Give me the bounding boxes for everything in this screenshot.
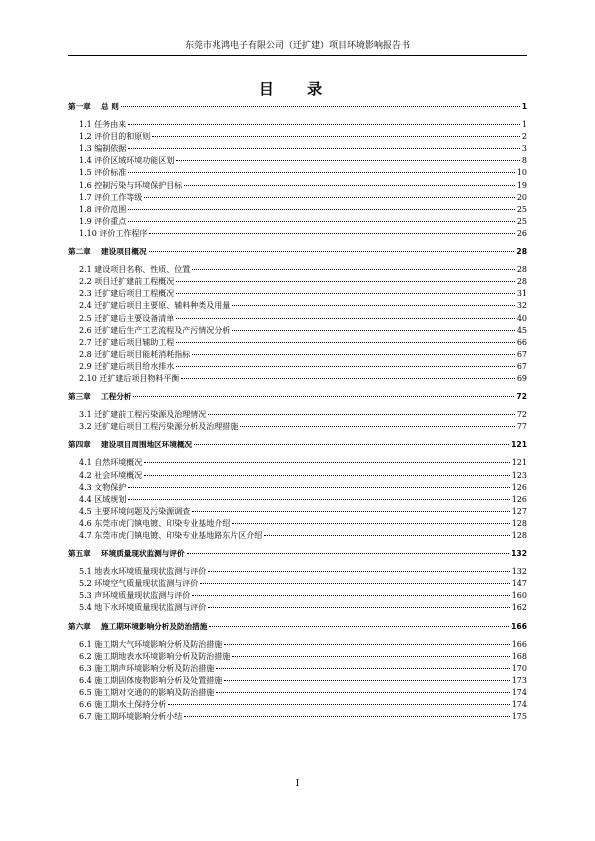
toc-entry-label: 1.3 编制依据: [79, 144, 127, 154]
toc-entry-page: 26: [516, 228, 527, 238]
toc-entry-label: 1.5 评价标准: [79, 168, 127, 178]
toc-dot-leader: [144, 197, 515, 198]
toc-section-entry[interactable]: [68, 421, 527, 433]
toc-chapter-entry[interactable]: [68, 101, 527, 113]
toc-dot-leader: [192, 511, 509, 512]
toc-entry-page: 3: [521, 144, 527, 154]
toc-dot-leader: [152, 136, 520, 137]
toc-section-entry[interactable]: [68, 313, 527, 325]
toc-entry-label: 2.8 迁扩建后项目能耗消耗指标: [79, 349, 191, 359]
header-text: 东莞市兆鸿电子有限公司（迁扩建）项目环境影响报告书: [184, 41, 410, 51]
toc-dot-leader: [176, 160, 520, 161]
toc-section-entry[interactable]: [68, 155, 527, 167]
toc-section-entry[interactable]: [68, 409, 527, 421]
toc-entry-label: 4.3 文物保护: [79, 482, 127, 492]
page-title: 目 录: [258, 80, 337, 98]
toc-entry-label: 5.2 环境空气质量现状监测与评价: [79, 579, 199, 589]
toc-dot-leader: [128, 124, 520, 125]
toc-entry-page: 174: [511, 688, 527, 698]
toc-section-entry[interactable]: [68, 288, 527, 300]
toc-entry-label: 6.1 施工期大气环境影响分析及防治措施: [79, 639, 223, 649]
toc-entry-label: 1.10 评价工作程序: [79, 228, 148, 238]
toc-section-entry[interactable]: [68, 131, 527, 143]
toc-entry-page: 31: [516, 289, 527, 299]
toc-entry-label: 4.2 社会环境概况: [79, 470, 143, 480]
toc-entry-label: 5.1 地表水环境质量现状监测与评价: [79, 567, 207, 577]
toc-dot-leader: [187, 553, 510, 554]
toc-section-entry[interactable]: [68, 373, 527, 385]
toc-entry-label: 2.5 迁扩建后主要设备清单: [79, 313, 175, 323]
toc-dot-leader: [184, 185, 515, 186]
toc-entry-label: 1.1 任务由来: [79, 120, 127, 130]
toc-dot-leader: [240, 426, 515, 427]
toc-dot-leader: [216, 692, 509, 693]
toc-section-entry[interactable]: [68, 276, 527, 288]
toc-section-entry[interactable]: [68, 119, 527, 131]
page-footer: [0, 779, 595, 789]
toc-dot-leader: [232, 523, 509, 524]
toc-entry-page: 67: [516, 361, 527, 371]
toc-dot-leader: [208, 571, 509, 572]
toc-section-entry[interactable]: [68, 530, 527, 542]
page-number: I: [295, 779, 300, 789]
toc-dot-leader: [192, 269, 515, 270]
toc-dot-leader: [232, 305, 515, 306]
toc-entry-page: 132: [511, 549, 527, 559]
toc-entry-page: 28: [516, 277, 527, 287]
toc-dot-leader: [208, 607, 509, 608]
toc-entry-page: 40: [516, 313, 527, 323]
toc-dot-leader: [184, 716, 509, 717]
toc-entry-label: 第六章 施工期环境影响分析及防治措施: [68, 621, 208, 631]
toc-entry-page: 121: [511, 440, 527, 450]
page-header: [68, 40, 527, 56]
toc-dot-leader: [181, 378, 514, 379]
toc-section-entry[interactable]: [68, 180, 527, 192]
toc-dot-leader: [224, 680, 509, 681]
toc-entry-label: 3.2 迁扩建后项目工程污染源分析及治理措施: [79, 422, 239, 432]
toc-section-entry[interactable]: [68, 711, 527, 723]
toc-section-entry[interactable]: [68, 470, 527, 482]
toc-entry-page: 72: [516, 410, 527, 420]
toc-entry-page: 1: [521, 120, 527, 130]
toc-section-entry[interactable]: [68, 361, 527, 373]
toc-entry-label: 2.6 迁扩建后生产工艺流程及产污情况分析: [79, 325, 231, 335]
toc-section-entry[interactable]: [68, 204, 527, 216]
toc-entry-page: 2: [521, 132, 527, 142]
toc-section-entry[interactable]: [68, 639, 527, 651]
toc-entry-page: 168: [511, 651, 527, 661]
toc-section-entry[interactable]: [68, 300, 527, 312]
toc-section-entry[interactable]: [68, 264, 527, 276]
toc-entry-label: 6.4 施工期固体废物影响分析及处置措施: [79, 675, 223, 685]
toc-entry-label: 5.4 地下水环境质量现状监测与评价: [79, 603, 207, 613]
toc-section-entry[interactable]: [68, 494, 527, 506]
toc-dot-leader: [133, 396, 514, 397]
toc-entry-page: 166: [511, 639, 527, 649]
toc-entry-page: 173: [511, 675, 527, 685]
toc-entry-label: 第四章 建设项目周围地区环境概况: [68, 440, 193, 450]
toc-section-entry[interactable]: [68, 506, 527, 518]
toc-dot-leader: [176, 281, 515, 282]
toc-entry-label: 4.4 区域规划: [79, 494, 127, 504]
toc-entry-page: 128: [511, 518, 527, 528]
toc-entry-label: 6.3 施工期声环境影响分析及防治措施: [79, 663, 215, 673]
toc-section-entry[interactable]: [68, 566, 527, 578]
toc-dot-leader: [128, 209, 515, 210]
toc-entry-page: 28: [516, 265, 527, 275]
table-of-contents: [68, 101, 527, 723]
toc-entry-page: 121: [511, 458, 527, 468]
toc-entry-label: 2.2 项目迁扩建前工程概况: [79, 277, 175, 287]
toc-entry-page: 77: [516, 422, 527, 432]
toc-dot-leader: [194, 444, 509, 445]
toc-dot-leader: [216, 668, 509, 669]
toc-entry-page: 28: [516, 247, 527, 257]
toc-dot-leader: [176, 318, 515, 319]
toc-entry-label: 2.3 迁扩建后项目工程概况: [79, 289, 175, 299]
toc-dot-leader: [264, 535, 509, 536]
toc-section-entry[interactable]: [68, 663, 527, 675]
toc-section-entry[interactable]: [68, 699, 527, 711]
toc-entry-label: 6.5 施工期对交通的的影响及防治措施: [79, 688, 215, 698]
toc-section-entry[interactable]: [68, 518, 527, 530]
toc-dot-leader: [224, 644, 509, 645]
toc-section-entry[interactable]: [68, 457, 527, 469]
toc-entry-label: 1.6 控制污染与环境保护目标: [79, 180, 183, 190]
toc-entry-page: 72: [516, 392, 527, 402]
toc-entry-page: 126: [511, 494, 527, 504]
toc-dot-leader: [144, 475, 509, 476]
toc-section-entry[interactable]: [68, 590, 527, 602]
toc-entry-page: 25: [516, 216, 527, 226]
toc-entry-page: 8: [521, 156, 527, 166]
toc-dot-leader: [128, 221, 515, 222]
toc-entry-page: 166: [511, 621, 527, 631]
toc-entry-page: 127: [511, 506, 527, 516]
toc-dot-leader: [232, 330, 515, 331]
toc-entry-page: 32: [516, 301, 527, 311]
toc-entry-label: 4.6 东莞市虎门镇电镀、印染专业基地介绍: [79, 518, 231, 528]
toc-section-entry[interactable]: [68, 602, 527, 614]
toc-entry-label: 第一章 总 则: [68, 102, 119, 111]
toc-dot-leader: [200, 583, 509, 584]
toc-chapter-entry[interactable]: [68, 246, 527, 258]
toc-chapter-entry[interactable]: [68, 439, 527, 451]
toc-dot-leader: [209, 626, 509, 627]
toc-entry-page: 66: [516, 337, 527, 347]
toc-entry-page: 45: [516, 325, 527, 335]
toc-dot-leader: [168, 704, 509, 705]
toc-section-entry[interactable]: [68, 143, 527, 155]
toc-entry-label: 第二章 建设项目概况: [68, 247, 147, 257]
toc-entry-page: 162: [511, 603, 527, 613]
toc-section-entry[interactable]: [68, 325, 527, 337]
toc-dot-leader: [192, 354, 515, 355]
toc-entry-page: 67: [516, 349, 527, 359]
toc-entry-page: 128: [511, 531, 527, 540]
toc-entry-label: 1.8 评价范围: [79, 204, 127, 214]
toc-section-entry[interactable]: [68, 216, 527, 228]
toc-entry-label: 6.7 施工期环境影响分析小结: [79, 712, 183, 722]
toc-entry-page: 69: [516, 373, 527, 383]
toc-section-entry[interactable]: [68, 578, 527, 590]
toc-entry-label: 第三章 工程分析: [68, 392, 132, 402]
toc-entry-label: 1.4 评价区域环境功能区划: [79, 156, 175, 166]
toc-section-entry[interactable]: [68, 482, 527, 494]
toc-entry-page: 1: [521, 102, 527, 111]
toc-dot-leader: [128, 499, 509, 500]
toc-entry-page: 10: [516, 168, 527, 178]
toc-dot-leader: [176, 366, 515, 367]
toc-dot-leader: [121, 106, 520, 107]
toc-entry-label: 3.1 迁扩建前工程污染源及治理情况: [79, 410, 207, 420]
toc-dot-leader: [208, 414, 515, 415]
toc-section-entry[interactable]: [68, 687, 527, 699]
toc-entry-label: 2.4 迁扩建后项目主要原、辅料种类及用量: [79, 301, 231, 311]
toc-dot-leader: [144, 462, 509, 463]
toc-entry-page: 175: [511, 712, 527, 722]
toc-entry-label: 1.9 评价重点: [79, 216, 127, 226]
toc-dot-leader: [149, 251, 515, 252]
toc-entry-label: 2.7 迁扩建后项目辅助工程: [79, 337, 175, 347]
toc-dot-leader: [192, 595, 509, 596]
toc-dot-leader: [232, 656, 509, 657]
toc-section-entry[interactable]: [68, 167, 527, 179]
toc-chapter-entry[interactable]: [68, 621, 527, 633]
toc-dot-leader: [128, 172, 515, 173]
toc-entry-label: 4.1 自然环境概况: [79, 458, 143, 468]
toc-entry-page: 147: [511, 579, 527, 589]
toc-entry-page: 20: [516, 192, 527, 202]
toc-entry-label: 1.2 评价目的和原则: [79, 132, 151, 142]
toc-dot-leader: [128, 487, 509, 488]
toc-entry-page: 170: [511, 663, 527, 673]
toc-entry-label: 4.7 东莞市虎门镇电镀、印染专业基地路东片区介绍: [79, 531, 263, 540]
toc-entry-label: 6.2 施工期地表水环境影响分析及防治措施: [79, 651, 231, 661]
toc-entry-page: 126: [511, 482, 527, 492]
toc-entry-label: 第五章 环境质量现状监测与评价: [68, 549, 185, 559]
toc-dot-leader: [149, 233, 514, 234]
toc-section-entry[interactable]: [68, 192, 527, 204]
toc-dot-leader: [128, 148, 520, 149]
toc-chapter-entry[interactable]: [68, 391, 527, 403]
toc-entry-label: 5.3 声环境质量现状监测与评价: [79, 591, 191, 601]
toc-entry-label: 2.9 迁扩建后项目给水排水: [79, 361, 175, 371]
toc-section-entry[interactable]: [68, 675, 527, 687]
toc-section-entry[interactable]: [68, 337, 527, 349]
toc-entry-label: 4.5 主要环境问题及污染源调查: [79, 506, 191, 516]
toc-dot-leader: [176, 293, 515, 294]
toc-entry-label: 2.1 建设项目名称、性质、位置: [79, 265, 191, 275]
toc-entry-label: 2.10 迁扩建后项目物料平衡: [79, 373, 180, 383]
toc-entry-page: 123: [511, 470, 527, 480]
toc-entry-label: 1.7 评价工作等级: [79, 192, 143, 202]
toc-entry-page: 160: [511, 591, 527, 601]
toc-entry-label: 6.6 施工期水土保持分析: [79, 700, 167, 710]
toc-entry-page: 174: [511, 700, 527, 710]
toc-entry-page: 25: [516, 204, 527, 214]
toc-entry-page: 19: [516, 180, 527, 190]
toc-section-entry[interactable]: [68, 349, 527, 361]
toc-dot-leader: [176, 342, 515, 343]
toc-section-entry[interactable]: [68, 228, 527, 240]
toc-section-entry[interactable]: [68, 651, 527, 663]
toc-entry-page: 132: [511, 567, 527, 577]
toc-chapter-entry[interactable]: [68, 548, 527, 560]
